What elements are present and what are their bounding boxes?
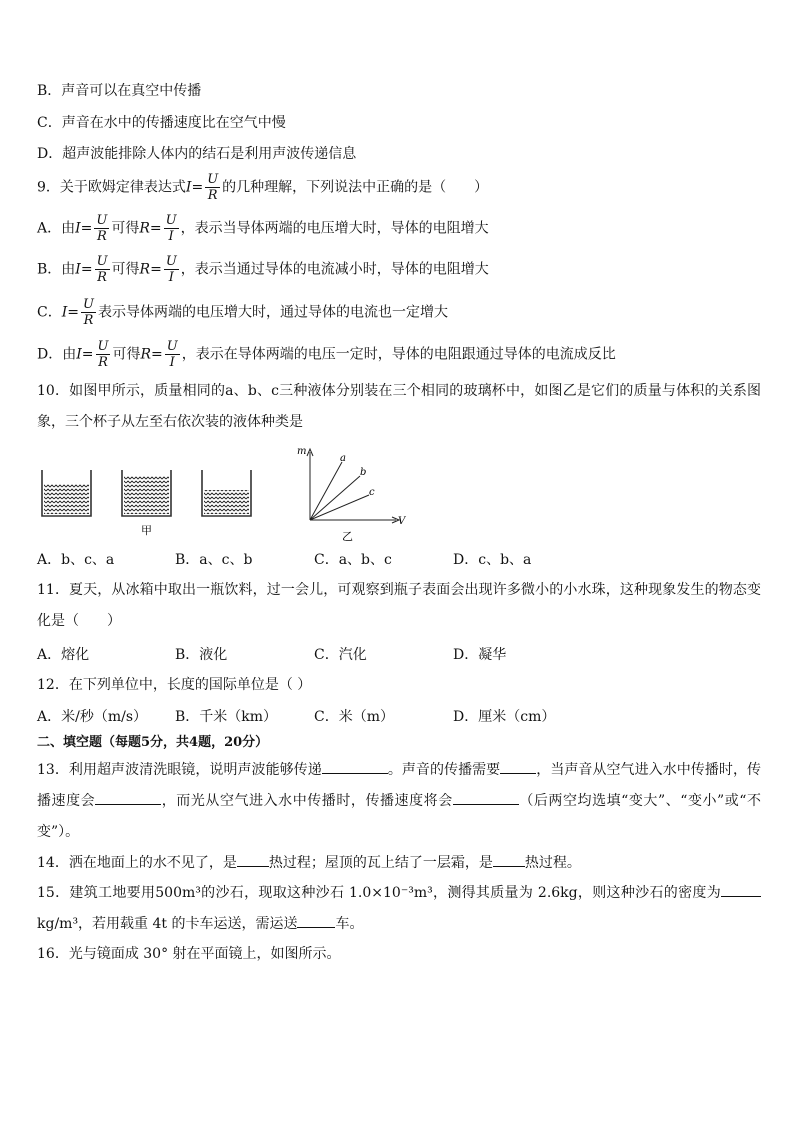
question-9: 9．关于欧姆定律表达式I= $\frac{U}{R}$ 的几种理解，下列说法中正确的是（ ） — [37, 172, 489, 203]
question-12: 12．在下列单位中，长度的国际单位是（ ） — [37, 677, 312, 693]
line-a-label: a — [340, 453, 346, 464]
q10-option-d: D．c、b、a — [453, 552, 532, 568]
question-15: 15．建筑工地要用500m³的沙石，现取这种沙石 1.0×10⁻³m³，测得其质量为 2.6kg，则这种沙石的密度为kg/m³，若用载重 4t 的卡车运送，需运送 车。 — [37, 878, 761, 940]
q11-option-d: D．凝华 — [453, 647, 507, 663]
q12-option-d: D．厘米（cm） — [453, 709, 556, 725]
figure-beakers-and-graph — [30, 440, 430, 545]
q11-option-b: B．液化 — [175, 647, 228, 663]
q11-option-a: A．熔化 — [37, 647, 90, 663]
question-11: 11．夏天，从冰箱中取出一瓶饮料，过一会儿，可观察到瓶子表面会出现许多微小的小水珠，这种现象发生的物态变化是（ ） — [37, 582, 761, 629]
q9-option-c: C．I= $\frac{U}{R}$ 表示导体两端的电压增大时，通过导体的电流也一定增大 — [37, 297, 448, 328]
blank-13-1[interactable] — [322, 758, 388, 774]
q12-option-a: A．米/秒（m/s） — [37, 709, 148, 725]
option-d-ultrasound: D．超声波能排除人体内的结石是利用声波传递信息 — [37, 146, 357, 162]
option-c-sound-water: C．声音在水中的传播速度比在空气中慢 — [37, 115, 286, 131]
q12-option-b: B．千米（km） — [175, 709, 278, 725]
q10-option-a: A．b、c、a — [37, 552, 115, 568]
q12-option-c: C．米（m） — [314, 709, 394, 725]
q10-option-b: B．a、c、b — [175, 552, 253, 568]
q9-option-d: D．由I= $\frac{U}{R}$ 可得R= $\frac{U}{I}$ ，表示在导体两端的电压一定时，导体的电阻跟通过导体的电流成反比 — [37, 339, 616, 370]
q9-option-a: A．由I= $\frac{U}{R}$ 可得R= $\frac{U}{I}$ ，表示当导体两端的电压增大时，导体的电阻增大 — [37, 213, 489, 244]
line-c — [310, 495, 369, 520]
q9-prefix: 9．关于欧姆定律表达式 — [37, 179, 186, 196]
blank-14-2[interactable] — [493, 851, 525, 867]
line-a — [310, 462, 342, 520]
line-b-label: b — [360, 467, 367, 478]
figure-label-yi: 乙 — [342, 530, 353, 543]
axis-v-label: V — [398, 516, 406, 527]
option-b-sound-vacuum: B．声音可以在真空中传播 — [37, 83, 202, 99]
question-14: 14．洒在地面上的水不见了，是 热过程；屋顶的瓦上结了一层霜，是 热过程。 — [37, 851, 581, 873]
q11-option-c: C．汽化 — [314, 647, 367, 663]
blank-13-3[interactable] — [95, 789, 161, 805]
fraction-u-over-r: $\frac{U}{R}$ — [207, 172, 219, 203]
blank-13-4[interactable] — [453, 789, 519, 805]
beaker-1 — [42, 470, 91, 516]
blank-15-2[interactable] — [297, 912, 335, 928]
blank-14-1[interactable] — [237, 851, 269, 867]
line-c-label: c — [369, 487, 375, 498]
question-16: 16．光与镜面成 30° 射在平面镜上，如图所示。 — [37, 946, 341, 962]
q9-option-b: B．由I= $\frac{U}{R}$ 可得R= $\frac{U}{I}$ ，表示当通过导体的电流减小时，导体的电阻增大 — [37, 254, 489, 285]
axis-m-label: m — [297, 446, 307, 457]
blank-15-1[interactable] — [721, 881, 761, 897]
beaker-3 — [202, 470, 251, 516]
question-10: 10．如图甲所示，质量相同的a、b、c三种液体分别装在三个相同的玻璃杯中，如图乙是它们的质量与体积的关系图象，三个杯子从左至右依次装的液体种类是 — [37, 383, 761, 430]
mass-volume-graph — [297, 446, 407, 543]
q10-option-c: C．a、b、c — [314, 552, 392, 568]
blank-13-2[interactable] — [500, 758, 536, 774]
figure-label-jia: 甲 — [141, 524, 152, 537]
beaker-2 — [122, 470, 171, 516]
q9-suffix: 的几种理解，下列说法中正确的是（ ） — [222, 179, 489, 196]
section-2-heading: 二、填空题（每题5分，共4题，20分） — [37, 735, 269, 750]
line-b — [310, 476, 360, 520]
question-13: 13．利用超声波清洗眼镜，说明声波能够传递 。声音的传播需要 ，当声音从空气进入水中传播时，传播速度会 ，而光从空气进入水中传播时，传播速度将会 （后两空均选填“变大”、“变小”或“不变”）。 — [37, 755, 761, 848]
